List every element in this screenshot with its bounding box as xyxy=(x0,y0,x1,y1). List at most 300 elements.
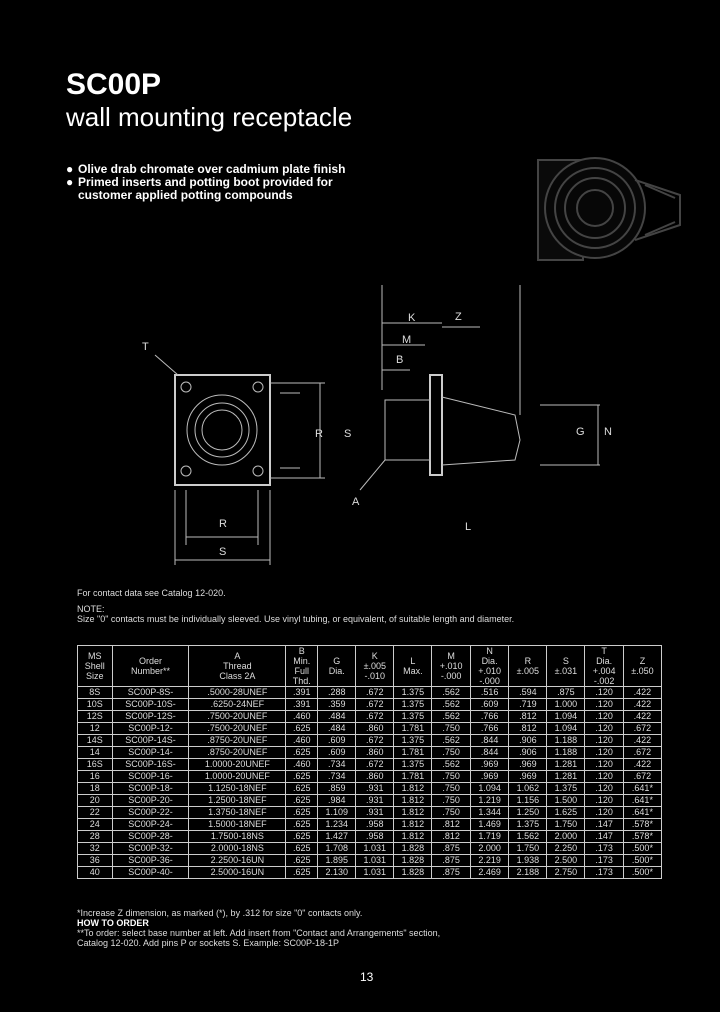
table-cell: 1.708 xyxy=(318,843,356,855)
table-cell: 2.250 xyxy=(547,843,585,855)
table-cell: .844 xyxy=(470,735,508,747)
table-cell: 18 xyxy=(78,783,113,795)
table-cell: 1.750 xyxy=(547,819,585,831)
column-header-line: Class 2A xyxy=(219,671,256,681)
table-cell: .120 xyxy=(585,699,623,711)
table-cell: .391 xyxy=(286,687,318,699)
table-cell: 1.281 xyxy=(547,759,585,771)
table-cell: SC00P-40- xyxy=(112,867,189,879)
table-cell: .969 xyxy=(470,771,508,783)
table-cell: 1.219 xyxy=(470,795,508,807)
table-cell: .812 xyxy=(432,831,470,843)
column-header xyxy=(394,646,432,687)
table-cell: 2.000 xyxy=(547,831,585,843)
table-cell: 1.375 xyxy=(394,735,432,747)
table-cell: .672 xyxy=(623,723,661,735)
table-cell: .625 xyxy=(286,819,318,831)
table-cell: 1.250 xyxy=(509,807,547,819)
page-subtitle: wall mounting receptacle xyxy=(66,102,353,132)
table-cell: .173 xyxy=(585,843,623,855)
column-header-line: Thd. xyxy=(292,676,311,686)
table-cell: 1.375 xyxy=(394,711,432,723)
table-cell: 1.188 xyxy=(547,735,585,747)
table-cell: 1.828 xyxy=(394,843,432,855)
table-cell: 2.5000-16UN xyxy=(189,867,286,879)
table-cell: .641* xyxy=(623,795,661,807)
table-cell: .750 xyxy=(432,771,470,783)
label-r-bottom: R xyxy=(219,518,227,530)
table-row xyxy=(78,711,662,723)
bullet-icon: ● xyxy=(66,162,74,176)
table-cell: .460 xyxy=(286,711,318,723)
table-cell: .875 xyxy=(432,855,470,867)
feature-text: Primed inserts and potting boot provided for xyxy=(78,175,333,189)
table-cell: 1.5000-18NEF xyxy=(189,819,286,831)
column-header-line: S xyxy=(562,656,569,666)
table-cell: .860 xyxy=(356,771,394,783)
table-cell: .422 xyxy=(623,687,661,699)
table-cell: .750 xyxy=(432,783,470,795)
table-cell: SC00P-24- xyxy=(112,819,189,831)
table-cell: SC00P-14- xyxy=(112,747,189,759)
feature-item xyxy=(66,189,345,202)
table-cell: 1.000 xyxy=(547,699,585,711)
table-cell: 14 xyxy=(78,747,113,759)
table-cell: 1.375 xyxy=(394,759,432,771)
table-cell: .969 xyxy=(509,759,547,771)
table-cell: 1.469 xyxy=(470,819,508,831)
table-cell: .672 xyxy=(356,735,394,747)
table-cell: .734 xyxy=(318,771,356,783)
dimension-table xyxy=(77,645,662,879)
table-cell: .750 xyxy=(432,747,470,759)
column-header-line: Order xyxy=(139,656,163,666)
table-cell: 1.2500-18NEF xyxy=(189,795,286,807)
table-cell: .500* xyxy=(623,855,661,867)
table-cell: .672 xyxy=(356,759,394,771)
column-header-line: Shell xyxy=(84,661,105,671)
dimension-drawing xyxy=(120,275,660,575)
table-cell: SC00P-36- xyxy=(112,855,189,867)
note-label: NOTE: xyxy=(77,604,105,614)
table-cell: .120 xyxy=(585,747,623,759)
table-cell: 1.281 xyxy=(547,771,585,783)
column-header-line: Z xyxy=(639,656,646,666)
table-row xyxy=(78,735,662,747)
table-cell: 2.130 xyxy=(318,867,356,879)
table-cell: .562 xyxy=(432,759,470,771)
table-cell: .422 xyxy=(623,735,661,747)
table-cell: 16S xyxy=(78,759,113,771)
column-header-line: -.002 xyxy=(593,676,615,686)
table-cell: 2.0000-18NS xyxy=(189,843,286,855)
table-cell: .906 xyxy=(509,735,547,747)
table-cell: 28 xyxy=(78,831,113,843)
table-cell: 1.0000-20UNEF xyxy=(189,759,286,771)
table-cell: 1.094 xyxy=(547,723,585,735)
column-header-line: Full xyxy=(294,666,310,676)
table-cell: 36 xyxy=(78,855,113,867)
column-header-line: Dia. xyxy=(328,666,345,676)
table-cell: 1.1250-18NEF xyxy=(189,783,286,795)
table-cell: .766 xyxy=(470,723,508,735)
column-header-line: T xyxy=(601,646,607,656)
table-cell: .422 xyxy=(623,711,661,723)
table-cell: 1.812 xyxy=(394,795,432,807)
label-l: L xyxy=(465,521,472,533)
table-cell: .120 xyxy=(585,795,623,807)
table-cell: 1.895 xyxy=(318,855,356,867)
table-row xyxy=(78,759,662,771)
table-cell: 1.719 xyxy=(470,831,508,843)
table-cell: .578* xyxy=(623,831,661,843)
table-cell: .120 xyxy=(585,723,623,735)
table-row xyxy=(78,855,662,867)
notes-block xyxy=(77,588,514,624)
table-cell: .625 xyxy=(286,867,318,879)
table-cell: 1.375 xyxy=(394,687,432,699)
table-cell: 16 xyxy=(78,771,113,783)
table-cell: .500* xyxy=(623,843,661,855)
table-cell: 1.938 xyxy=(509,855,547,867)
table-cell: .750 xyxy=(432,795,470,807)
column-header xyxy=(509,646,547,687)
column-header-line: -.010 xyxy=(364,671,386,681)
table-cell: .460 xyxy=(286,759,318,771)
table-cell: SC00P-32- xyxy=(112,843,189,855)
table-cell: .875 xyxy=(432,843,470,855)
table-cell: .173 xyxy=(585,855,623,867)
table-cell: 1.109 xyxy=(318,807,356,819)
label-s: S xyxy=(344,428,352,440)
table-cell: .719 xyxy=(509,699,547,711)
table-cell: .931 xyxy=(356,795,394,807)
table-cell: .766 xyxy=(470,711,508,723)
table-cell: .906 xyxy=(509,747,547,759)
column-header xyxy=(432,646,470,687)
table-cell: .562 xyxy=(432,699,470,711)
table-cell: 24 xyxy=(78,819,113,831)
table-cell: .484 xyxy=(318,711,356,723)
table-cell: 1.625 xyxy=(547,807,585,819)
footnote: *Increase Z dimension, as marked (*), by .312 for size "0" contacts only. xyxy=(77,908,363,918)
order-line-1: **To order: select base number at left. Add insert from "Contact and Arrangements" section, xyxy=(77,928,441,938)
table-cell: .844 xyxy=(470,747,508,759)
column-header-line: -.000 xyxy=(440,671,462,681)
table-cell: .288 xyxy=(318,687,356,699)
label-b: B xyxy=(396,354,404,366)
contact-note: For contact data see Catalog 12-020. xyxy=(77,588,226,598)
label-s-bottom: S xyxy=(219,546,227,558)
table-cell: .120 xyxy=(585,687,623,699)
table-cell: .625 xyxy=(286,807,318,819)
table-cell: .625 xyxy=(286,747,318,759)
column-header xyxy=(470,646,508,687)
table-cell: .969 xyxy=(470,759,508,771)
column-header-line: A xyxy=(234,651,241,661)
table-cell: .625 xyxy=(286,771,318,783)
table-row xyxy=(78,807,662,819)
table-cell: 12S xyxy=(78,711,113,723)
table-cell: .562 xyxy=(432,687,470,699)
label-t: T xyxy=(142,341,149,353)
table-cell: 32 xyxy=(78,843,113,855)
table-cell: 1.0000-20UNEF xyxy=(189,771,286,783)
table-cell: 10S xyxy=(78,699,113,711)
column-header xyxy=(286,646,318,687)
column-header-line: Dia. xyxy=(596,656,613,666)
table-cell: 1.562 xyxy=(509,831,547,843)
column-header-line: ±.050 xyxy=(631,666,654,676)
table-cell: 1.031 xyxy=(356,867,394,879)
table-row xyxy=(78,843,662,855)
table-cell: .859 xyxy=(318,783,356,795)
table-cell: .422 xyxy=(623,759,661,771)
table-cell: SC00P-14S- xyxy=(112,735,189,747)
table-cell: .672 xyxy=(623,747,661,759)
table-cell: 1.031 xyxy=(356,855,394,867)
column-header-line: +.010 xyxy=(478,666,501,676)
label-a: A xyxy=(352,496,360,508)
table-cell: .860 xyxy=(356,747,394,759)
column-header-line: ±.005 xyxy=(363,661,387,671)
table-cell: .875 xyxy=(432,867,470,879)
table-cell: .120 xyxy=(585,759,623,771)
column-header-line: G xyxy=(333,656,341,666)
table-cell: .969 xyxy=(509,771,547,783)
table-cell: .5000-28UNEF xyxy=(189,687,286,699)
table-header-row xyxy=(78,646,662,687)
table-cell: .8750-20UNEF xyxy=(189,735,286,747)
table-cell: .958 xyxy=(356,819,394,831)
column-header-line: M xyxy=(447,651,455,661)
column-header xyxy=(356,646,394,687)
table-cell: .641* xyxy=(623,807,661,819)
table-cell: 1.344 xyxy=(470,807,508,819)
table-cell: .625 xyxy=(286,795,318,807)
table-cell: 1.781 xyxy=(394,723,432,735)
column-header xyxy=(112,646,189,687)
table-cell: .931 xyxy=(356,807,394,819)
table-cell: 2.2500-16UN xyxy=(189,855,286,867)
table-cell: 20 xyxy=(78,795,113,807)
table-cell: .422 xyxy=(623,699,661,711)
order-line-2: Catalog 12-020. Add pins P or sockets S. Example: SC00P-18-1P xyxy=(77,938,339,948)
table-row xyxy=(78,723,662,735)
table-cell: .173 xyxy=(585,867,623,879)
table-cell: .812 xyxy=(509,723,547,735)
table-cell: .672 xyxy=(356,699,394,711)
table-cell: .931 xyxy=(356,783,394,795)
label-k: K xyxy=(408,312,416,324)
column-header xyxy=(547,646,585,687)
bullet-icon: ● xyxy=(66,175,74,189)
column-header-line: ±.031 xyxy=(554,666,578,676)
table-cell: .500* xyxy=(623,867,661,879)
table-cell: .120 xyxy=(585,711,623,723)
table-cell: 1.7500-18NS xyxy=(189,831,286,843)
table-cell: 1.031 xyxy=(356,843,394,855)
label-r: R xyxy=(315,428,323,440)
table-cell: .7500-20UNEF xyxy=(189,711,286,723)
column-header-line: K xyxy=(371,651,378,661)
table-cell: SC00P-28- xyxy=(112,831,189,843)
table-cell: .625 xyxy=(286,855,318,867)
table-row xyxy=(78,819,662,831)
column-header-line: N xyxy=(486,646,493,656)
table-cell: 2.188 xyxy=(509,867,547,879)
table-cell: .641* xyxy=(623,783,661,795)
table-cell: .672 xyxy=(356,687,394,699)
column-header-line: L xyxy=(410,656,416,666)
table-cell: .578* xyxy=(623,819,661,831)
label-m: M xyxy=(402,334,412,346)
table-cell: .958 xyxy=(356,831,394,843)
table-cell: .484 xyxy=(318,723,356,735)
table-cell: 1.234 xyxy=(318,819,356,831)
table-row xyxy=(78,771,662,783)
table-cell: 14S xyxy=(78,735,113,747)
label-g: G xyxy=(576,426,585,438)
table-cell: 8S xyxy=(78,687,113,699)
table-cell: .8750-20UNEF xyxy=(189,747,286,759)
column-header-line: Size xyxy=(86,671,104,681)
table-cell: .120 xyxy=(585,771,623,783)
feature-text: Olive drab chromate over cadmium plate finish xyxy=(78,162,346,176)
page-title: SC00P xyxy=(66,68,162,101)
label-z: Z xyxy=(455,311,462,323)
table-cell: .609 xyxy=(470,699,508,711)
table-row xyxy=(78,867,662,879)
table-cell: .875 xyxy=(547,687,585,699)
table-cell: 1.828 xyxy=(394,855,432,867)
column-header xyxy=(585,646,623,687)
table-row xyxy=(78,699,662,711)
table-cell: 1.094 xyxy=(470,783,508,795)
table-cell: .562 xyxy=(432,735,470,747)
column-header-line: +.004 xyxy=(592,666,616,676)
table-cell: .625 xyxy=(286,723,318,735)
table-cell: .812 xyxy=(509,711,547,723)
column-header-line: Number** xyxy=(131,666,171,676)
table-row xyxy=(78,831,662,843)
column-header-line: Dia. xyxy=(481,656,498,666)
table-cell: SC00P-10S- xyxy=(112,699,189,711)
label-n: N xyxy=(604,426,612,438)
table-cell: .625 xyxy=(286,843,318,855)
table-cell: 1.156 xyxy=(509,795,547,807)
table-cell: 22 xyxy=(78,807,113,819)
table-cell: 1.812 xyxy=(394,807,432,819)
table-cell: .734 xyxy=(318,759,356,771)
table-row xyxy=(78,687,662,699)
table-cell: 2.219 xyxy=(470,855,508,867)
how-to-order-heading: HOW TO ORDER xyxy=(77,918,149,928)
column-header-line: B xyxy=(298,646,305,656)
table-cell: 1.062 xyxy=(509,783,547,795)
table-cell: 2.500 xyxy=(547,855,585,867)
table-cell: 1.3750-18NEF xyxy=(189,807,286,819)
feature-text: customer applied potting compounds xyxy=(78,188,293,202)
table-cell: 1.812 xyxy=(394,831,432,843)
table-cell: SC00P-16- xyxy=(112,771,189,783)
table-cell: 1.812 xyxy=(394,819,432,831)
table-cell: 1.812 xyxy=(394,783,432,795)
table-cell: .672 xyxy=(623,771,661,783)
table-row xyxy=(78,795,662,807)
table-cell: .147 xyxy=(585,819,623,831)
table-cell: 1.500 xyxy=(547,795,585,807)
connector-photo xyxy=(530,140,690,275)
table-cell: .625 xyxy=(286,831,318,843)
table-cell: .120 xyxy=(585,783,623,795)
table-cell: .120 xyxy=(585,735,623,747)
table-cell: .516 xyxy=(470,687,508,699)
table-cell: 2.469 xyxy=(470,867,508,879)
column-header xyxy=(78,646,113,687)
table-row xyxy=(78,747,662,759)
table-cell: .625 xyxy=(286,783,318,795)
table-cell: .984 xyxy=(318,795,356,807)
table-cell: .460 xyxy=(286,735,318,747)
table-row xyxy=(78,783,662,795)
column-header xyxy=(189,646,286,687)
table-cell: SC00P-12- xyxy=(112,723,189,735)
table-cell: 2.000 xyxy=(470,843,508,855)
table-cell: 1.828 xyxy=(394,867,432,879)
table-cell: .6250-24NEF xyxy=(189,699,286,711)
column-header-line: ±.005 xyxy=(516,666,540,676)
table-cell: .594 xyxy=(509,687,547,699)
column-header-line: -.000 xyxy=(479,676,500,686)
how-to-order xyxy=(77,908,440,948)
table-cell: 1.781 xyxy=(394,747,432,759)
table-cell: 1.094 xyxy=(547,711,585,723)
table-cell: .7500-20UNEF xyxy=(189,723,286,735)
table-cell: 1.427 xyxy=(318,831,356,843)
table-cell: 1.188 xyxy=(547,747,585,759)
column-header-line: Min. xyxy=(293,656,311,666)
table-cell: 1.781 xyxy=(394,771,432,783)
table-cell: .391 xyxy=(286,699,318,711)
column-header-line: Max. xyxy=(403,666,423,676)
table-cell: .860 xyxy=(356,723,394,735)
feature-list xyxy=(66,163,345,202)
table-cell: 1.750 xyxy=(509,843,547,855)
table-cell: .750 xyxy=(432,807,470,819)
table-cell: 12 xyxy=(78,723,113,735)
column-header-line: R xyxy=(524,656,532,666)
table-cell: 1.375 xyxy=(509,819,547,831)
note-text: Size "0" contacts must be individually sleeved. Use vinyl tubing, or equivalent, of suitable length and diameter. xyxy=(77,614,515,624)
table-cell: SC00P-18- xyxy=(112,783,189,795)
table-cell: .562 xyxy=(432,711,470,723)
table-cell: .609 xyxy=(318,747,356,759)
table-cell: SC00P-22- xyxy=(112,807,189,819)
page-number: 13 xyxy=(360,970,374,984)
table-cell: .147 xyxy=(585,831,623,843)
table-cell: 1.375 xyxy=(394,699,432,711)
table-cell: SC00P-12S- xyxy=(112,711,189,723)
column-header-line: Thread xyxy=(223,661,252,671)
table-cell: 2.750 xyxy=(547,867,585,879)
table-cell: .359 xyxy=(318,699,356,711)
table-cell: 1.375 xyxy=(547,783,585,795)
table-cell: .672 xyxy=(356,711,394,723)
table-cell: SC00P-20- xyxy=(112,795,189,807)
column-header-line: +.010 xyxy=(439,661,463,671)
table-cell: .812 xyxy=(432,819,470,831)
